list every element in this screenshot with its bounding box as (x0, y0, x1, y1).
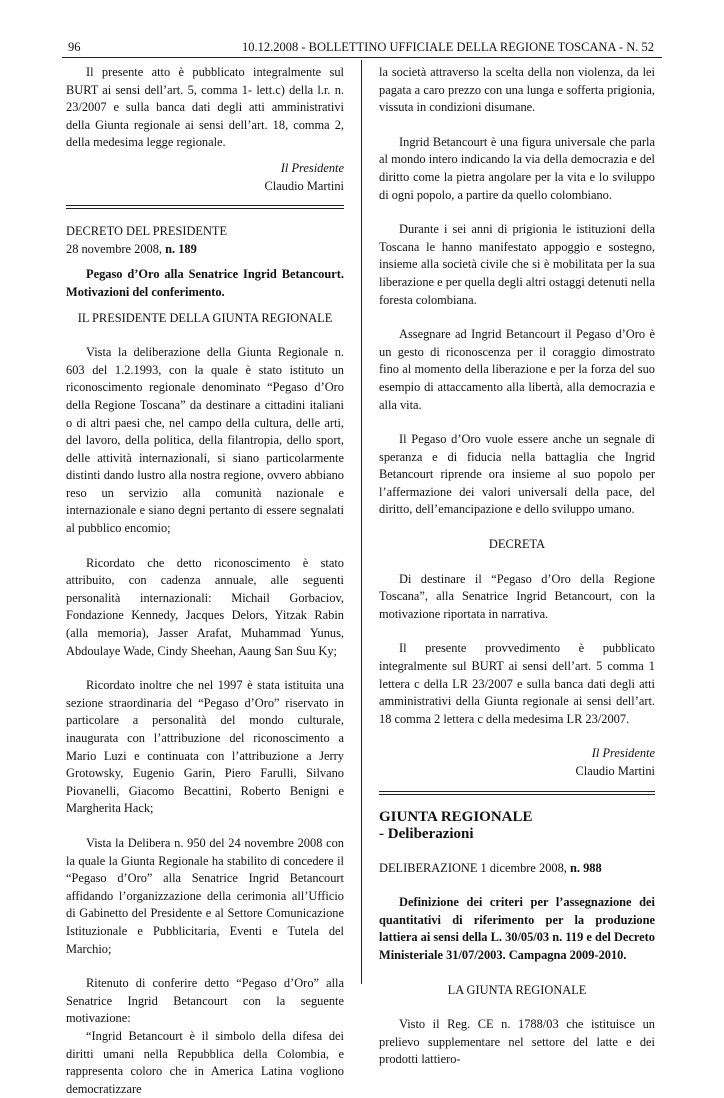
signature-name: Claudio Martini (264, 178, 344, 193)
paragraph: Visto il Reg. CE n. 1788/03 che istituisce un prelievo supplementare nel settore del latte e dei prodotti lattiero- (379, 1017, 655, 1067)
section-title: GIUNTA REGIONALE (379, 808, 533, 825)
deliberation-subject-text: Definizione dei criteri per l’assegnazione dei quantitativi di riferimento per la produzione lattiera ai sensi della L. 30/05/03 n. 119 e del Decreto Ministeriale 31/07/2003. Campagna 2009-2010. (379, 895, 655, 962)
left-column (66, 64, 344, 1098)
decree-number: n. 189 (165, 241, 197, 256)
decree-subject (66, 266, 344, 301)
paragraph: Di destinare il “Pegaso d’Oro della Regione Toscana”, alla Senatrice Ingrid Betancourt, con la motivazione riportata in narrativa. (379, 571, 655, 621)
decreta-heading: DECRETA (488, 537, 546, 552)
paragraph: Il presente provvedimento è pubblicato integralmente sul BURT ai sensi dell’art. 5 comma 1 lettera c della LR 23/2007 e sulla banca dati degli atti amministrativi della Giunta regionale ai sensi dell’art. 18 comma 2 lettera c della medesima LR 23/2007. (379, 641, 655, 726)
issuer-heading: LA GIUNTA REGIONALE (447, 982, 587, 997)
paragraph: Ricordato che detto riconoscimento è stato attribuito, con cadenza annuale, alle seguenti personalità internazionali: Michail Gorbaciov, Fondazione Kennedy, Jacques Delors, Yitzak Rabin (alla memoria), Jasser Arafat, Muhammad Yunus, Abdoulaye Wade, Cindy Sheehan, Aaung San Suu Ky; (66, 555, 344, 658)
paragraph: Ritenuto di conferire detto “Pegaso d’Oro” alla Senatrice Ingrid Betancourt con la seguente motivazione: (66, 976, 344, 1026)
column-divider (361, 60, 362, 984)
section-subtitle: - Deliberazioni (379, 825, 474, 842)
signature-name: Claudio Martini (575, 764, 655, 778)
decree-date: 28 novembre 2008, (66, 241, 166, 256)
paragraph: Vista la deliberazione della Giunta Regionale n. 603 del 1.2.1993, con la quale è stato istituto un riconoscimento regionale denominato “Pegaso d’Oro della Regione Toscana” da destinare a cittadini italiani o di altri paesi che, nel campo della cultura, delle arti, del lavoro, della politica, della filantropia, dello sport, delle attività internazionali, si siano particolarmente distinti dando lustro alla nostra regione, ovvero abbiano reso un servizio alla comunità nazionale e internazionale e siano degni pertanto di essere segnalati al pubblico encomio; (66, 345, 344, 536)
section-separator (379, 791, 655, 795)
page-header (62, 37, 662, 58)
deliberation-date: DELIBERAZIONE 1 dicembre 2008, (379, 860, 570, 875)
publication-paragraph: Il presente atto è pubblicato integralmente sul BURT ai sensi dell’art. 5, comma 1- lett.c) della l.r. n. 23/2007 e sulla banca dati degli atti amministrativi della Giunta regionale ai sensi dell’art. 18, comma 2, della medesima legge regionale. (66, 65, 344, 150)
section-separator (66, 205, 344, 209)
paragraph: Ingrid Betancourt è una figura universale che parla al mondo intero indicando la via della democrazia e del diritto come la pietra angolare per la vita e lo sviluppo di ogni popolo, a partire da quello colombiano. (379, 134, 655, 202)
decree-title: DECRETO DEL PRESIDENTE (66, 224, 228, 239)
issuer-heading: IL PRESIDENTE DELLA GIUNTA REGIONALE (77, 310, 333, 325)
paragraph: Durante i sei anni di prigionia le istituzioni della Toscana le hanno manifestato appoggio e sostegno, insieme alla società civile che si è mobilitata per la sua liberazione e per quella degli altri ostaggi detenuti nella foresta colombiana. (379, 222, 655, 307)
deliberation-number: n. 988 (569, 860, 602, 875)
paragraph: Il Pegaso d’Oro vuole essere anche un segnale di speranza e di fiducia nella battaglia che Ingrid Betancourt riprende ora insieme al suo popolo per l’affermazione dei valori universali della pace, del diritto, dell’emancipazione e dello sviluppo umano. (379, 432, 655, 517)
right-column (379, 64, 655, 1069)
deliberation-subject (379, 894, 655, 964)
paragraph: la società attraverso la scelta della non violenza, da lei pagata a caro prezzo con una lunga e sofferta prigionia, vissuta in condizioni disumane. (379, 65, 655, 115)
bulletin-title: 10.12.2008 - BOLLETTINO UFFICIALE DELLA REGIONE TOSCANA - N. 52 (241, 40, 654, 54)
decree-date-line (66, 241, 344, 259)
paragraph: Vista la Delibera n. 950 del 24 novembre 2008 con la quale la Giunta Regionale ha stabilito di concedere il “Pegaso d’Oro” alla Senatrice Ingrid Betancourt affidando l’organizzazione della cerimonia all’Ufficio di Gabinetto del Presidente e al Settore Comunicazione Istituzionale e Pubblicitaria, Eventi e Tutela del Marchio; (66, 835, 344, 956)
paragraph: Assegnare ad Ingrid Betancourt il Pegaso d’Oro è un gesto di riconoscenza per il coraggio dimostrato fino al momento della liberazione e per la forza del suo esempio di attaccamento alla libertà, alla democrazia e alla vita. (379, 327, 655, 412)
page-number: 96 (68, 40, 81, 54)
paragraph: Ricordato inoltre che nel 1997 è stata istituita una sezione straordinaria del “Pegaso d’Oro” riservato in particolare a personalità del mondo culturale, inaugurata con l’attribuzione del riconoscimento a Mario Luzi e continuata con l’attribuzione a Jerry Grotowsky, Eugenio Garin, Piero Farulli, Silvano Piovanelli, Giacomo Becattini, Roberto Benigni e Margherita Hack; (66, 678, 344, 816)
signature-role: Il Presidente (280, 160, 344, 175)
motivation-paragraph: “Ingrid Betancourt è il simbolo della difesa dei diritti umani nella Repubblica della Colombia, e rappresenta coloro che in America Latina vogliono democratizzare (66, 1028, 344, 1096)
deliberation-line (379, 860, 655, 878)
signature-role: Il Presidente (591, 746, 655, 761)
decree-subject-text: Pegaso d’Oro alla Senatrice Ingrid Betancourt. Motivazioni del conferimento. (66, 267, 344, 299)
